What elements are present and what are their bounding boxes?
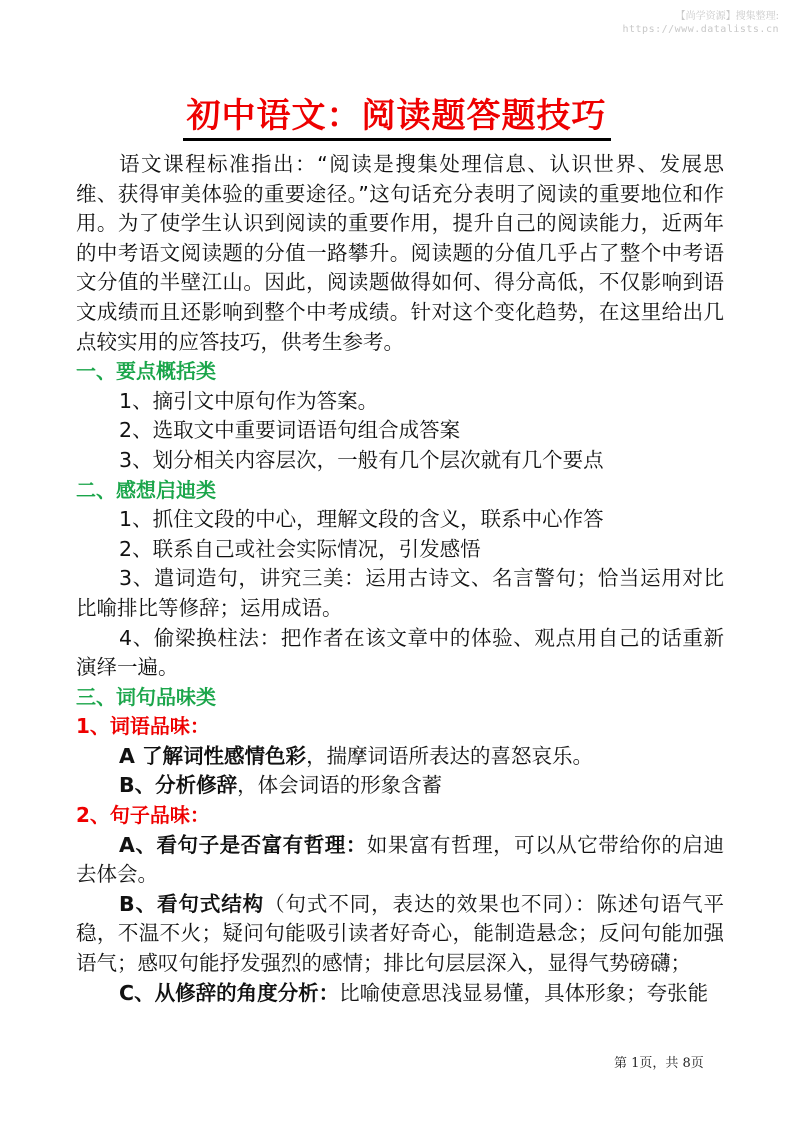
sub-list-item	[76, 771, 724, 801]
sub-list-item	[76, 831, 724, 890]
list-item: 4、偷梁换柱法：把作者在该文章中的体验、观点用自己的话重新演绎一遍。	[76, 625, 724, 680]
watermark	[623, 10, 780, 36]
sub-item-key: C、从修辞的角度分析：	[119, 980, 340, 1005]
title-container	[0, 96, 793, 141]
list-item: 1、抓住文段的中心，理解文段的含义，联系中心作答	[119, 507, 604, 532]
sub-item-text: 比喻使意思浅显易懂，具体形象；夸张能	[339, 980, 709, 1005]
sub-list-item	[76, 979, 724, 1009]
page-title: 初中语文：阅读题答题技巧	[183, 96, 611, 141]
subsection-heading-sentences: 2、句子品味：	[76, 803, 210, 828]
sub-list-item	[76, 890, 724, 979]
intro-paragraph: 语文课程标准指出：“阅读是搜集处理信息、认识世界、发展思维、获得审美体验的重要途径。”这句话充分表明了阅读的重要地位和作用。为了使学生认识到阅读的重要作用，提升自己的阅读能力，近两年的中考语文阅读题的分值一路攀升。阅读题的分值几乎占了整个中考语文分值的半壁江山。因此，阅读题做得如何、得分高低，不仅影响到语文成绩而且还影响到整个中考成绩。针对这个变化趋势，在这里给出几点较实用的应答技巧，供考生参考。	[76, 152, 724, 354]
sub-item-key: B、分析修辞	[119, 773, 238, 798]
list-item: 3、遣词造句，讲究三美：运用古诗文、名言警句；恰当运用对比比喻排比等修辞；运用成语。	[76, 566, 724, 620]
subsection-heading-words: 1、词语品味：	[76, 714, 210, 739]
sub-item-text: （句式不同，表达的效果也不同）：陈述句语气平稳，不温不火；疑问句能吸引读者好奇心，能制造悬念；反问句能加强语气；感叹句能抒发强烈的感情；排比句层层深入，显得气势磅礴；	[76, 891, 725, 976]
section-heading-summary: 一、要点概括类	[76, 359, 216, 384]
sub-item-text: ，揣摩词语所表达的喜怒哀乐。	[306, 743, 594, 768]
list-item: 2、联系自己或社会实际情况，引发感悟	[119, 536, 481, 561]
watermark-source: 【尚学资源】搜集整理:	[675, 11, 779, 22]
sub-item-text: ，体会词语的形象含蓄	[237, 773, 443, 798]
sub-item-key: A、看句子是否富有哲理：	[119, 832, 367, 857]
list-item: 3、划分相关内容层次，一般有几个层次就有几个要点	[119, 447, 604, 472]
list-item: 1、摘引文中原句作为答案。	[119, 388, 379, 413]
watermark-url: https://www.datalists.cn	[622, 24, 779, 35]
section-heading-insight: 二、感想启迪类	[76, 477, 216, 502]
page-number: 第 1页，共 8页	[614, 1056, 704, 1071]
sub-item-key: A 了解词性感情色彩	[119, 743, 307, 768]
document-body	[76, 150, 724, 1008]
sub-item-text: 如果富有哲理，可以从它带给你的启迪去体会。	[76, 832, 724, 887]
section-heading-wording: 三、词句品味类	[76, 684, 216, 709]
sub-list-item	[76, 742, 724, 772]
list-item: 2、选取文中重要词语语句组合成答案	[119, 418, 461, 443]
sub-item-key: B、看句式结构	[119, 891, 265, 916]
